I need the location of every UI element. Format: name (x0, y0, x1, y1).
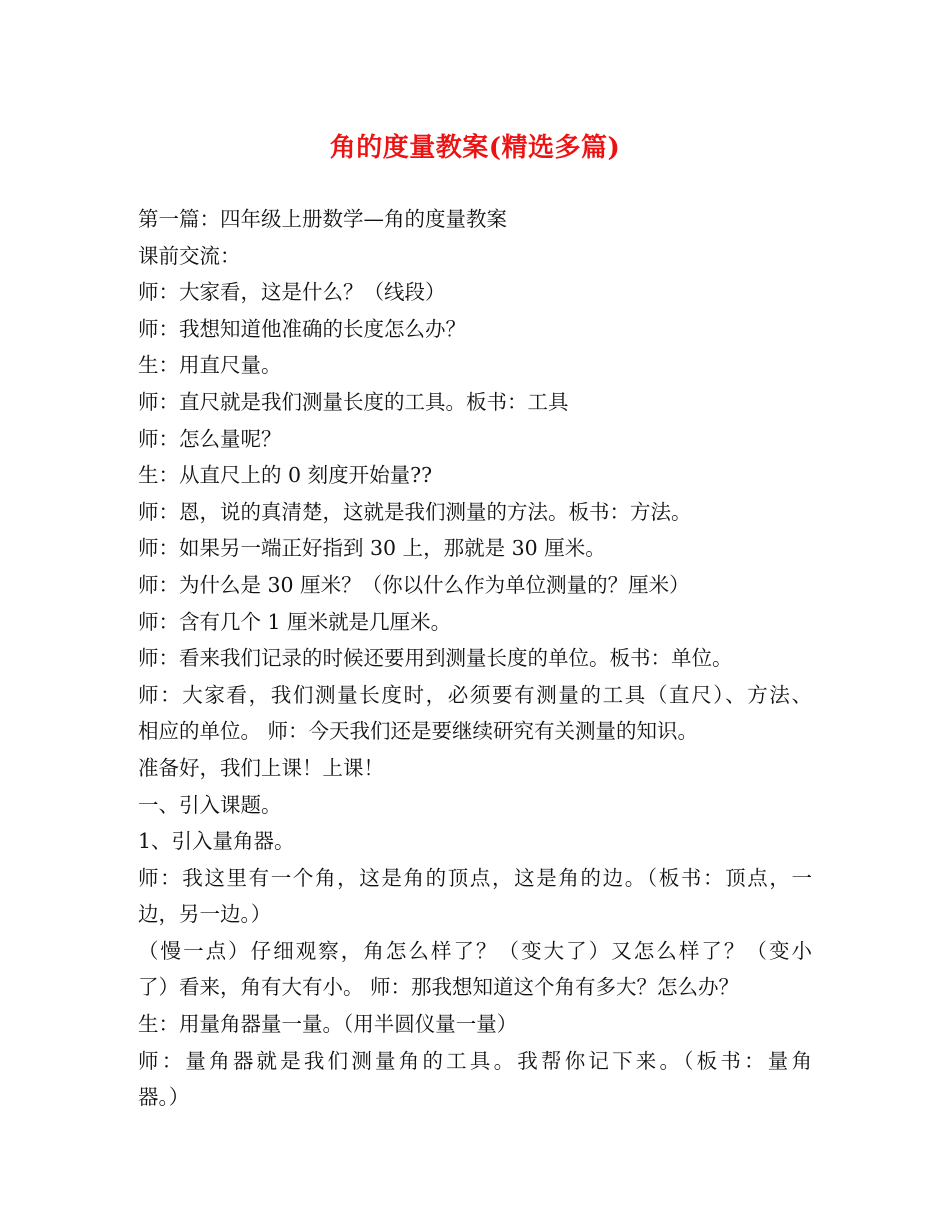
text-line: 器。） (138, 1085, 190, 1110)
text-line: 师：大家看，我们测量长度时，必须要有测量的工具（直尺）、方法、 (138, 682, 812, 707)
text-line: 师：看来我们记录的时候还要用到测量长度的单位。板书：单位。 (138, 646, 733, 671)
text-line: 生：从直尺上的 0 刻度开始量?? (138, 463, 433, 488)
text-line: 相应的单位。 师：今天我们还是要继续研究有关测量的知识。 (138, 719, 699, 744)
text-line: 师：如果另一端正好指到 30 上，那就是 30 厘米。 (138, 536, 606, 561)
text-line: 师：含有几个 1 厘米就是几厘米。 (138, 609, 452, 634)
text-line: 了）看来，角有大有小。 师：那我想知道这个角有多大？怎么办？ (138, 975, 740, 1000)
text-line: （慢一点）仔细观察，角怎么样了？（变大了）又怎么样了？（变小 (138, 938, 812, 963)
text-line: 准备好，我们上课！上课！ (138, 755, 384, 780)
text-line: 第一篇：四年级上册数学—角的度量教案 (138, 207, 507, 231)
text-line: 师：我这里有一个角，这是角的顶点，这是角的边。（板书：顶点，一 (138, 865, 812, 890)
text-line: 师：怎么量呢？ (138, 426, 282, 451)
text-line: 生：用量角器量一量。（用半圆仪量一量） (138, 1012, 518, 1037)
text-line: 师：直尺就是我们测量长度的工具。板书：工具 (138, 389, 569, 414)
text-line: 师：我想知道他准确的长度怎么办？ (138, 316, 466, 341)
text-line: 生：用直尺量。 (138, 353, 282, 378)
document-title: 角的度量教案(精选多篇) (329, 133, 621, 163)
text-line: 课前交流： (138, 243, 241, 268)
text-line: 1、引入量角器。 (138, 829, 295, 854)
text-line: 师：恩，说的真清楚，这就是我们测量的方法。板书：方法。 (138, 499, 692, 524)
text-line: 师：大家看，这是什么？（线段） (138, 280, 446, 305)
text-line: 师：为什么是 30 厘米？（你以什么作为单位测量的？厘米） (138, 572, 690, 597)
text-line: 师：量角器就是我们测量角的工具。我帮你记下来。（板书：量角 (138, 1048, 812, 1073)
document-body (138, 201, 812, 1116)
text-line: 边，另一边。） (138, 902, 272, 927)
text-line: 一、引入课题。 (138, 792, 282, 817)
